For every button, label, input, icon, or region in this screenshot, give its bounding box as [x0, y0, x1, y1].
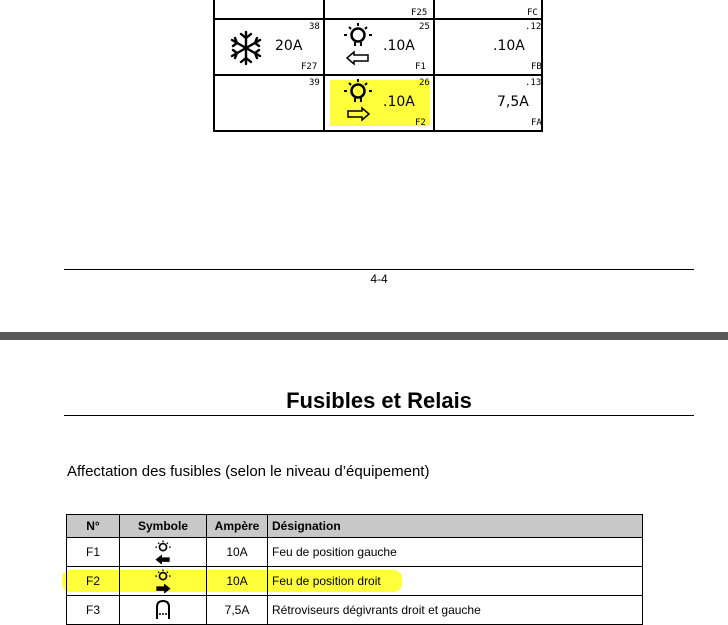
- position-light-left-icon: [343, 22, 373, 66]
- position-light-left-icon: [154, 540, 172, 564]
- fuse-cell-f2: [325, 76, 433, 130]
- designation-cell: Rétroviseurs dégivrants droit et gauche: [268, 596, 643, 625]
- fuse-cell-f1: [325, 20, 433, 74]
- fuse-number: .12: [525, 22, 542, 32]
- designation-cell: Feu de position droit: [268, 567, 643, 596]
- snowflake-icon: [229, 30, 263, 66]
- fuse-amperage: .10A: [383, 38, 415, 54]
- table-row: [67, 538, 643, 567]
- fuse-number: 25: [419, 22, 430, 32]
- table-row: [67, 567, 643, 596]
- fuse-number-cell: F2: [67, 567, 120, 596]
- fuse-code: F25: [411, 8, 428, 18]
- fuse-number-cell: F3: [67, 596, 120, 625]
- symbol-cell: [120, 567, 207, 596]
- fuse-table: [66, 514, 643, 625]
- ampere-cell: 7,5A: [207, 596, 268, 625]
- column-header-designation: Désignation: [268, 515, 643, 538]
- symbol-cell: [120, 596, 207, 625]
- fuse-amperage: .10A: [493, 38, 525, 54]
- fuse-amperage: 20A: [275, 38, 303, 54]
- fuse-amperage: .10A: [383, 94, 415, 110]
- fuse-code: FA: [531, 118, 542, 128]
- fuse-code: F2: [415, 118, 426, 128]
- fuse-number-cell: F1: [67, 538, 120, 567]
- fuse-cell-fb: [435, 20, 543, 74]
- fuse-grid: [213, 0, 543, 132]
- position-light-right-icon: [343, 78, 373, 122]
- page-separator: [0, 332, 728, 340]
- fuse-cell-f27: [215, 20, 323, 74]
- fuse-number: .13: [525, 78, 542, 88]
- designation-cell: Feu de position gauche: [268, 538, 643, 567]
- fuse-code: F27: [301, 62, 318, 72]
- fuse-amperage: 7,5A: [497, 94, 529, 110]
- column-header-number: N°: [67, 515, 120, 538]
- ampere-cell: 10A: [207, 538, 268, 567]
- fuse-code: FB: [531, 62, 542, 72]
- fuse-number: 39: [309, 78, 320, 88]
- page-number: 4-4: [370, 272, 388, 286]
- fuse-code: FC: [527, 8, 538, 18]
- column-header-symbol: Symbole: [120, 515, 207, 538]
- title-rule: [64, 415, 694, 416]
- ampere-cell: 10A: [207, 567, 268, 596]
- section-subtitle: Affectation des fusibles (selon le niveau d’équipement): [67, 463, 430, 480]
- fuse-number: 38: [309, 22, 320, 32]
- mirror-defrost-icon: [153, 599, 173, 621]
- table-header-row: [67, 515, 643, 538]
- fuse-code: F1: [415, 62, 426, 72]
- section-title: Fusibles et Relais: [286, 388, 472, 413]
- symbol-cell: [120, 538, 207, 567]
- footer-rule: [64, 269, 694, 270]
- fuse-number: 26: [419, 78, 430, 88]
- table-row: [67, 596, 643, 625]
- column-header-ampere: Ampère: [207, 515, 268, 538]
- fuse-cell-empty: [215, 76, 323, 130]
- fuse-cell-fa: [435, 76, 543, 130]
- position-light-right-icon: [154, 569, 172, 593]
